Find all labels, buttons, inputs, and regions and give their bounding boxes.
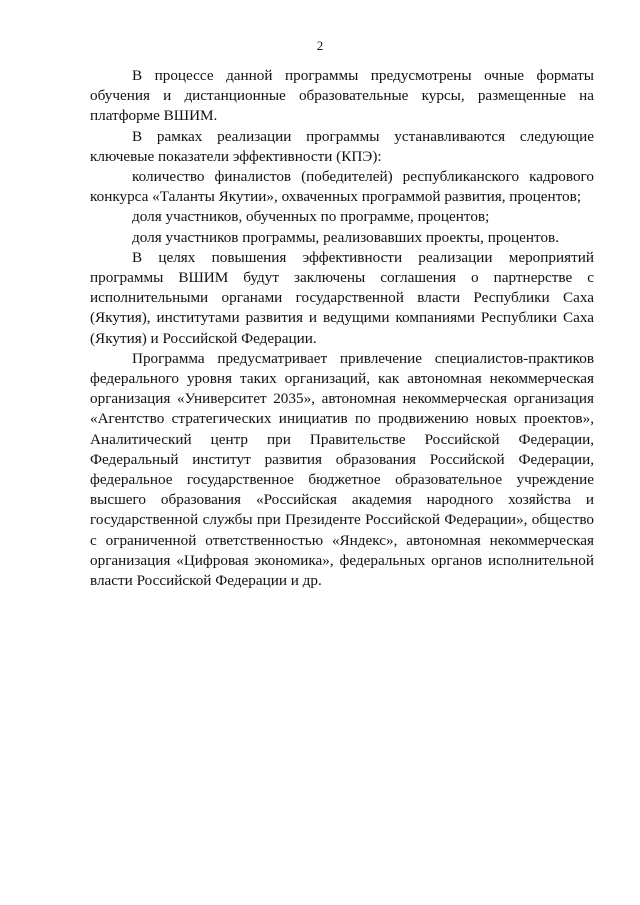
paragraph-kpi-trained: доля участников, обученных по программе, процентов; xyxy=(132,208,490,226)
paragraph-kpi-projects: доля участников программы, реализовавших проекты, процентов. xyxy=(132,228,560,246)
paragraph-program-formats: В процессе данной программы предусмотрены очные форматы обучения и дистанционные образовательные курсы, размещенные на платформе ВШИМ. xyxy=(90,67,594,125)
paragraph-kpi-intro: В рамках реализации программы устанавливаются следующие ключевые показатели эффективности (КПЭ): xyxy=(90,127,594,165)
paragraph-partnership: В целях повышения эффективности реализации мероприятий программы ВШИМ будут заключены соглашения о партнерстве с исполнительными органами государственной власти Республики Саха (Якутия), институтами развития и ведущими компаниями Республики Саха (Якутия) и Российской Федерации. xyxy=(90,248,594,347)
document-body xyxy=(90,66,594,591)
paragraph-kpi-finalists: количество финалистов (победителей) республиканского кадрового конкурса «Таланты Якутии», охваченных программой развития, процентов; xyxy=(90,168,594,206)
paragraph-experts: Программа предусматривает привлечение специалистов-практиков федерального уровня таких организаций, как автономная некоммерческая организация «Университет 2035», автономная некоммерческая организация «Агентство стратегических инициатив по продвижению новых проектов», Аналитический центр при Правительстве Российской Федерации, Федеральный институт развития образования Российской Федерации, федеральное государственное бюджетное образовательное учреждение высшего образования «Российская академия народного хозяйства и государственной службы при Президенте Российской Федерации», общество с ограниченной ответственностью «Яндекс», автономная некоммерческая организация «Цифровая экономика», федеральных органов исполнительной власти Российской Федерации и др. xyxy=(90,349,594,590)
page-number: 2 xyxy=(316,38,324,53)
